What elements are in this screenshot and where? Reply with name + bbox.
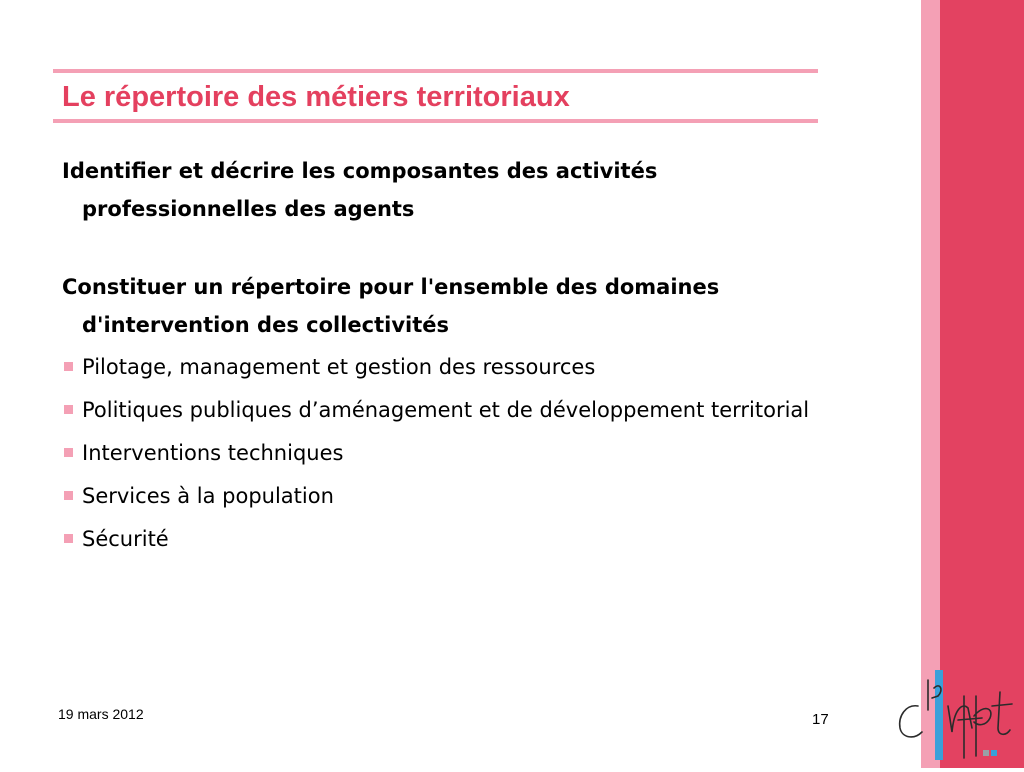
list-item-text: Services à la population — [82, 484, 334, 508]
square-bullet-icon — [64, 405, 73, 414]
square-bullet-icon — [64, 534, 73, 543]
list-item-text: Pilotage, management et gestion des ressources — [82, 355, 596, 379]
list-item — [62, 434, 822, 472]
list-item-text: Politiques publiques d’aménagement et de développement territorial — [82, 398, 810, 422]
footer-date: 19 mars 2012 — [58, 706, 144, 722]
list-item-text: Sécurité — [82, 527, 169, 551]
list-item — [62, 520, 822, 558]
cnfpt-logo — [888, 666, 1024, 768]
list-item — [62, 391, 822, 429]
title-rule-top — [53, 69, 818, 73]
decorative-band-dark — [940, 0, 1024, 768]
square-bullet-icon — [64, 491, 73, 500]
cnfpt-logo-icon — [888, 666, 1024, 768]
page-number: 17 — [812, 711, 829, 728]
slide-title: Le répertoire des métiers territoriaux — [62, 81, 570, 113]
decorative-band-light — [921, 0, 940, 768]
domain-list — [62, 348, 822, 558]
square-bullet-icon — [64, 362, 73, 371]
slide-body — [62, 152, 822, 563]
paragraph-repertoire: Constituer un répertoire pour l'ensemble des domaines d'intervention des collectivités — [62, 275, 720, 337]
list-item-text: Interventions techniques — [82, 441, 344, 465]
title-rule-bottom — [53, 119, 818, 123]
square-bullet-icon — [64, 448, 73, 457]
list-item — [62, 348, 822, 386]
paragraph-identifier: Identifier et décrire les composantes des activités professionnelles des agents — [62, 159, 658, 221]
list-item — [62, 477, 822, 515]
